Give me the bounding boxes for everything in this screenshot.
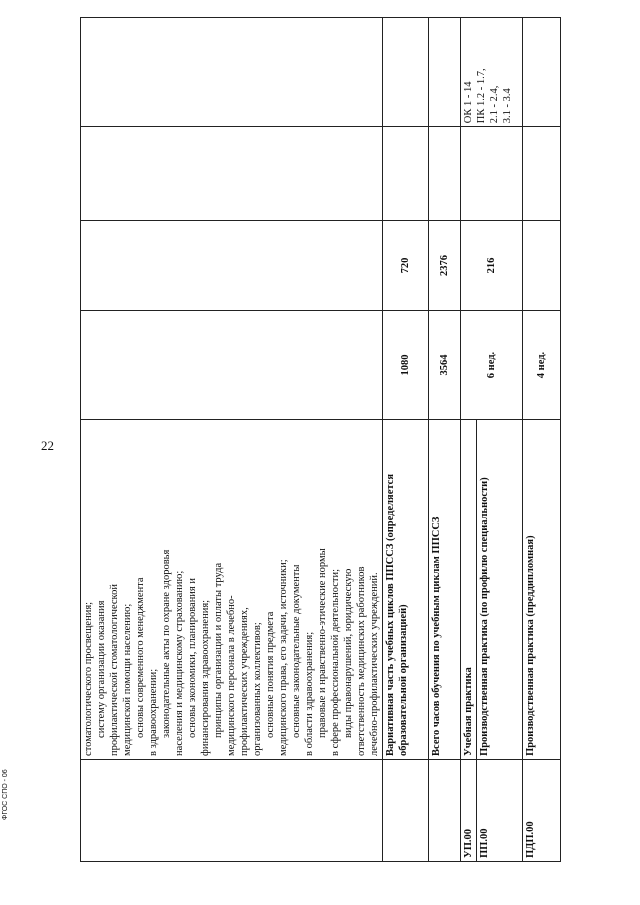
- row-name: Учебная практика: [461, 420, 477, 760]
- code-cell: [81, 759, 383, 861]
- code-cell: [383, 759, 429, 861]
- req-hours-cell: [81, 221, 383, 311]
- description-line: лечебно-профилактических учреждений.: [369, 572, 380, 756]
- weeks-value: 4 нед.: [523, 310, 561, 419]
- competency-cell: [81, 18, 383, 127]
- discipline-cell: [461, 127, 523, 221]
- description-line: в здравоохранении;: [148, 668, 159, 756]
- req-hours-cell: [523, 221, 561, 311]
- max-hours-value: 3564: [429, 310, 461, 419]
- table-row: [383, 18, 429, 862]
- discipline-description: [81, 420, 383, 760]
- curriculum-table-container: [80, 17, 590, 862]
- max-hours-cell: [81, 310, 383, 419]
- description-line: населения и медицинскому страхованию;: [174, 570, 185, 756]
- row-code: ПДП.00: [523, 759, 561, 861]
- row-code: УП.00: [461, 759, 477, 861]
- table-row: [429, 18, 461, 862]
- row-name: Производственная практика (преддипломная): [523, 420, 561, 760]
- description-line: систему организации оказания: [96, 600, 107, 738]
- description-line: медицинской помощи населению;: [122, 603, 133, 756]
- weeks-value: 6 нед.: [461, 310, 523, 419]
- description-line: основные понятия предмета: [265, 611, 276, 738]
- description-line: медицинского персонала в лечебно-: [226, 595, 237, 756]
- discipline-cell: [81, 127, 383, 221]
- competency-cell: [429, 18, 461, 127]
- description-line: организованных коллективов;: [252, 622, 263, 756]
- description-line: в области здравоохранения;: [304, 631, 315, 756]
- req-hours-value: 720: [383, 221, 429, 311]
- competency-cell: [383, 18, 429, 127]
- table-row: [461, 18, 477, 862]
- row-name: Всего часов обучения по учебным циклам ППССЗ: [429, 420, 461, 760]
- description-line: профилактической стоматологической: [109, 584, 120, 756]
- discipline-cell: [523, 127, 561, 221]
- description-line: стоматологического просвещения;: [83, 601, 94, 756]
- competency-codes: ОК 1 - 14 ПК 1.2 - 1.7, 2.1 - 2.4, 3.1 - 3.4: [461, 18, 523, 127]
- curriculum-table: [80, 17, 561, 862]
- description-line: основы современного менеджмента: [135, 577, 146, 738]
- discipline-cell: [383, 127, 429, 221]
- row-code: ПП.00: [477, 759, 523, 861]
- description-line: финансирования здравоохранения;: [200, 599, 211, 756]
- description-line: правовые и нравственно-этические нормы: [317, 548, 328, 738]
- description-line: основные законодательные документы: [291, 564, 302, 738]
- discipline-cell: [429, 127, 461, 221]
- page-number: 22: [41, 438, 54, 453]
- competency-cell: [523, 18, 561, 127]
- table-row: [81, 18, 383, 862]
- hours-value: 216: [461, 221, 523, 311]
- row-name: Производственная практика (по профилю специальности): [477, 420, 523, 760]
- description-line: ответственность медицинских работников: [356, 566, 367, 756]
- description-line: медицинского права, его задачи, источники;: [278, 559, 289, 756]
- table-row: [523, 18, 561, 862]
- code-cell: [429, 759, 461, 861]
- description-line: виды правонарушений, юридическую: [343, 568, 354, 738]
- description-line: законодательные акты по охране здоровья: [161, 549, 172, 738]
- description-line: основы экономики, планирования и: [187, 577, 198, 738]
- row-name: Вариативная часть учебных циклов ППССЗ (определяется образовательной организацией): [383, 420, 429, 760]
- max-hours-value: 1080: [383, 310, 429, 419]
- description-line: принципы организации и оплаты труда: [213, 562, 224, 738]
- footer-label: ФГОС СПО - 06: [2, 769, 9, 820]
- description-line: в сфере профессиональной деятельности;: [330, 569, 341, 756]
- req-hours-value: 2376: [429, 221, 461, 311]
- description-line: профилактических учреждениях,: [239, 607, 250, 756]
